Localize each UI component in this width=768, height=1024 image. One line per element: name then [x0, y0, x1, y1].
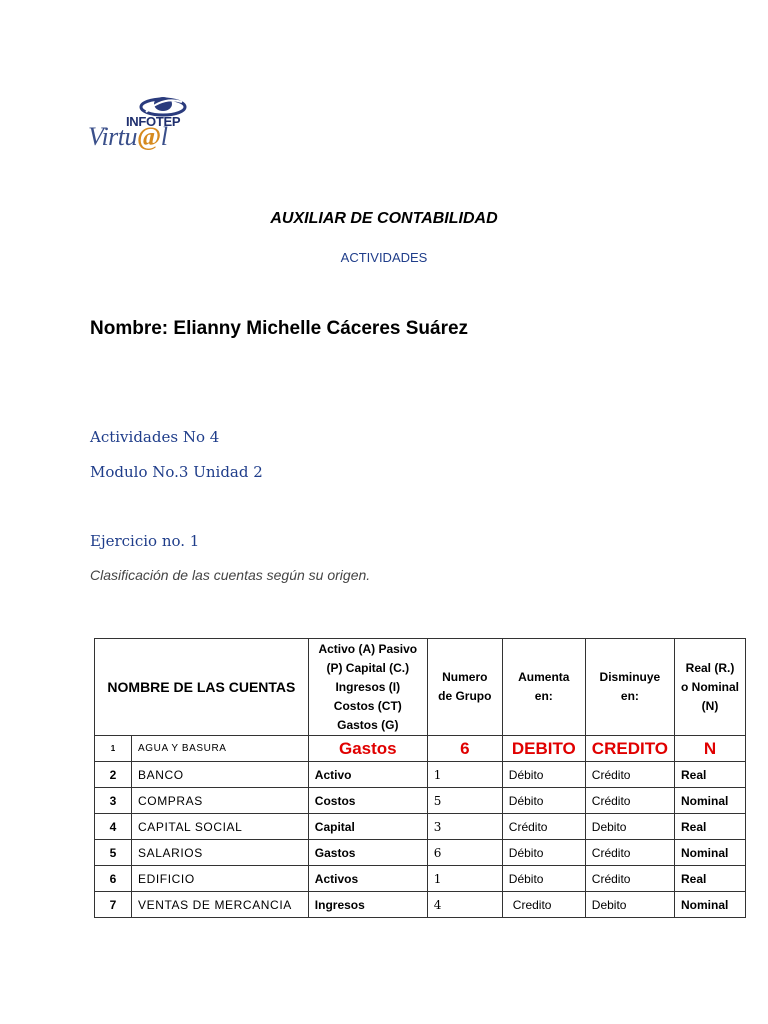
row-number: 5	[95, 840, 132, 866]
decreases-in: Debito	[585, 814, 674, 840]
document-subtitle: ACTIVIDADES	[340, 250, 428, 265]
row-number: 2	[95, 762, 132, 788]
increases-in: Débito	[502, 866, 585, 892]
header-classification: Activo (A) Pasivo (P) Capital (C.) Ingresos (I) Costos (CT) Gastos (G)	[308, 639, 427, 736]
module-unit: Modulo No.3 Unidad 2	[90, 463, 263, 481]
account-name: EDIFICIO	[132, 866, 309, 892]
account-class: Costos	[308, 788, 427, 814]
infotep-virtual-logo	[86, 92, 198, 158]
accounts-classification-table	[94, 638, 746, 918]
increases-in: Débito	[502, 788, 585, 814]
decreases-in: Crédito	[585, 788, 674, 814]
account-name: VENTAS DE MERCANCIA	[132, 892, 309, 918]
real-or-nominal: Nominal	[675, 788, 746, 814]
decreases-in: Crédito	[585, 762, 674, 788]
exercise-number: Ejercicio no. 1	[90, 532, 200, 550]
student-name: Nombre: Elianny Michelle Cáceres Suárez	[90, 318, 469, 339]
account-class: Activos	[308, 866, 427, 892]
row-number: 4	[95, 814, 132, 840]
account-name: AGUA Y BASURA	[132, 736, 309, 762]
decreases-in: Crédito	[585, 866, 674, 892]
logo-script-text: Virtu@l	[88, 122, 168, 151]
header-real-nominal: Real (R.) o Nominal (N)	[675, 639, 746, 736]
real-or-nominal: Nominal	[675, 892, 746, 918]
account-name: CAPITAL SOCIAL	[132, 814, 309, 840]
header-account-name: NOMBRE DE LAS CUENTAS	[95, 639, 309, 736]
group-number: 1	[427, 762, 502, 788]
real-or-nominal: Real	[675, 866, 746, 892]
group-number: 5	[427, 788, 502, 814]
group-number: 3	[427, 814, 502, 840]
increases-in: DEBITO	[502, 736, 585, 762]
real-or-nominal: Nominal	[675, 840, 746, 866]
header-decreases: Disminuye en:	[585, 639, 674, 736]
header-increases: Aumenta en:	[502, 639, 585, 736]
group-number: 1	[427, 866, 502, 892]
table-row	[95, 788, 746, 814]
exercise-instruction: Clasificación de las cuentas según su origen.	[90, 567, 371, 583]
row-number: 1	[95, 736, 132, 762]
logo-brand-text: INFOTEP	[126, 114, 181, 129]
table-row	[95, 840, 746, 866]
account-name: SALARIOS	[132, 840, 309, 866]
account-name: BANCO	[132, 762, 309, 788]
account-class: Gastos	[308, 736, 427, 762]
decreases-in: Debito	[585, 892, 674, 918]
header-group-number: Numero de Grupo	[427, 639, 502, 736]
account-class: Gastos	[308, 840, 427, 866]
table-row	[95, 892, 746, 918]
table-row	[95, 866, 746, 892]
account-class: Activo	[308, 762, 427, 788]
account-class: Capital	[308, 814, 427, 840]
increases-in: Débito	[502, 762, 585, 788]
decreases-in: Crédito	[585, 840, 674, 866]
row-number: 7	[95, 892, 132, 918]
row-number: 3	[95, 788, 132, 814]
real-or-nominal: Real	[675, 762, 746, 788]
increases-in: Crédito	[502, 814, 585, 840]
group-number: 4	[427, 892, 502, 918]
account-name: COMPRAS	[132, 788, 309, 814]
group-number: 6	[427, 840, 502, 866]
table-row	[95, 762, 746, 788]
increases-in: Débito	[502, 840, 585, 866]
document-title: AUXILIAR DE CONTABILIDAD	[270, 210, 498, 227]
account-class: Ingresos	[308, 892, 427, 918]
increases-in: Credito	[502, 892, 585, 918]
real-or-nominal: N	[675, 736, 746, 762]
row-number: 6	[95, 866, 132, 892]
table-header-row	[95, 639, 746, 736]
table-row	[95, 814, 746, 840]
real-or-nominal: Real	[675, 814, 746, 840]
activity-number: Actividades No 4	[90, 428, 220, 446]
table-row	[95, 736, 746, 762]
decreases-in: CREDITO	[585, 736, 674, 762]
group-number: 6	[427, 736, 502, 762]
